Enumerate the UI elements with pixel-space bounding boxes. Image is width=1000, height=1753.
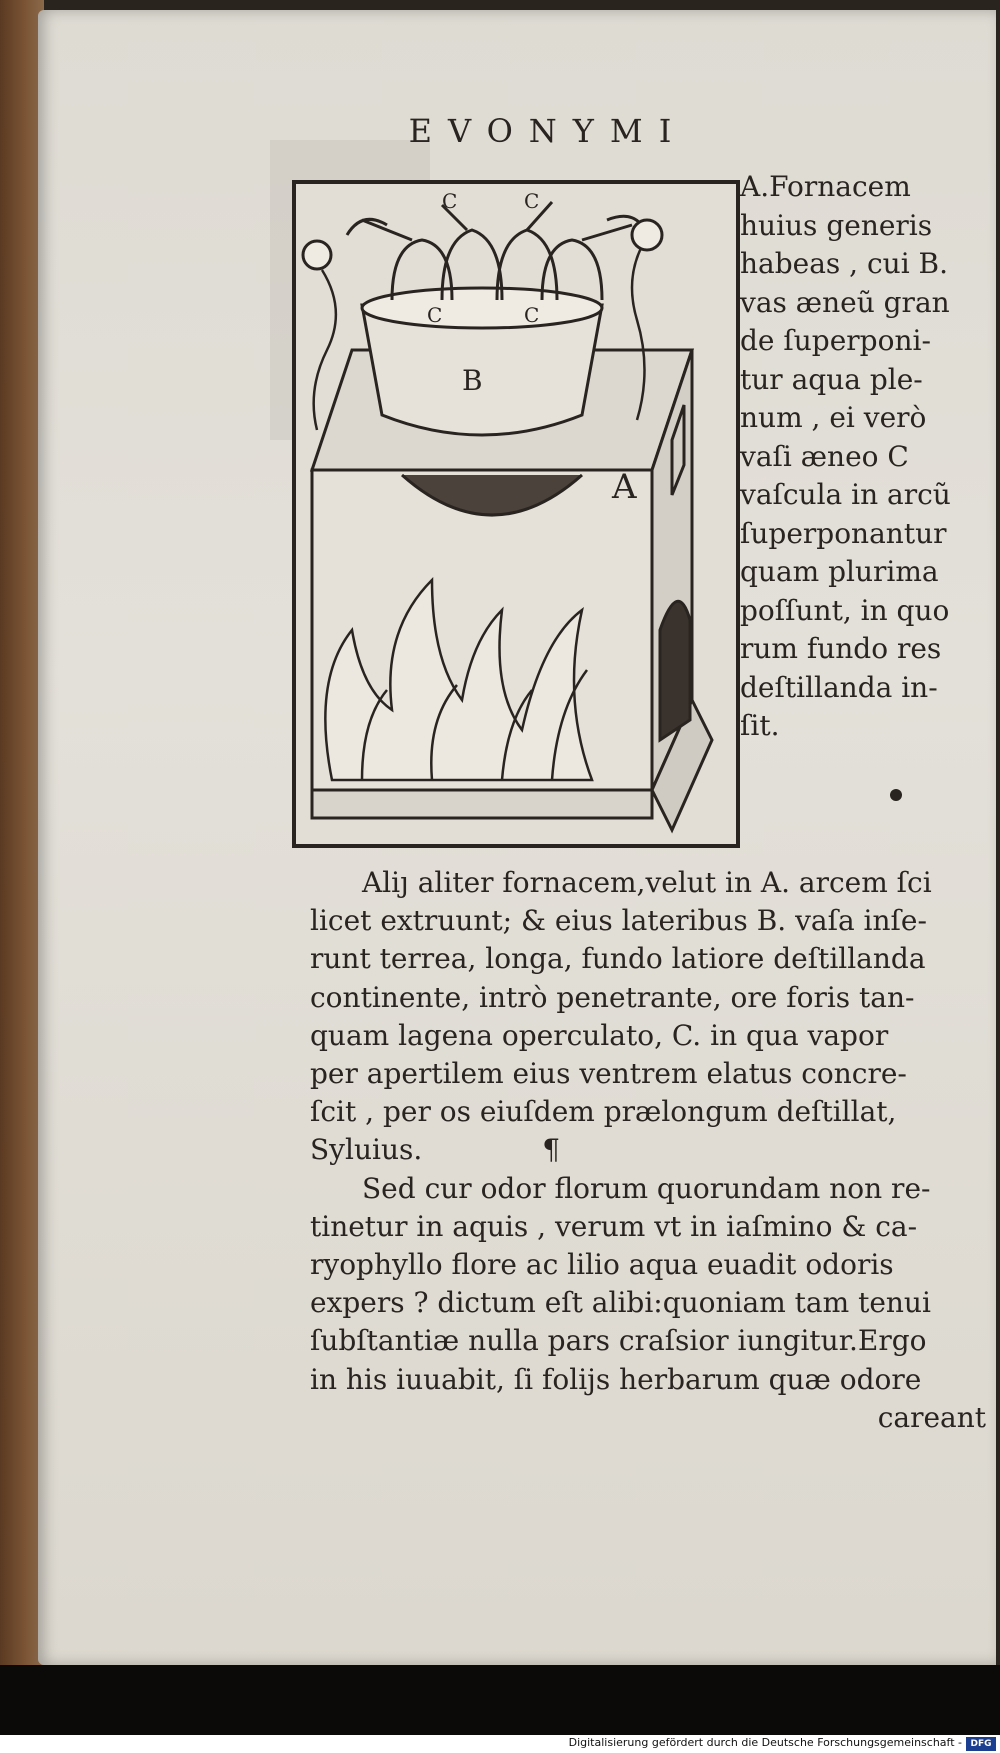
text-line: ſubſtantiæ nulla pars craſsior iungitur.Ergo <box>310 1324 927 1358</box>
text-line: ſit. <box>740 709 780 742</box>
text-line: num , ei verò <box>740 401 927 434</box>
text-line: ryophyllo flore ac lilio aqua euadit odoris <box>310 1248 894 1282</box>
text-line: tinetur in aquis , verum vt in iaſmino & ca- <box>310 1209 918 1243</box>
text-line: per apertilem eius ventrem elatus concre- <box>310 1057 907 1091</box>
text-line: ſcit , per os eiuſdem prælongum deſtillat, <box>310 1095 897 1129</box>
paragraph-mark: ¶ <box>542 1133 561 1167</box>
text-line: continente, intrò penetrante, ore foris tan- <box>310 980 915 1014</box>
text-segment: Syluius. <box>310 1133 423 1167</box>
figure-label-c: C <box>442 189 458 213</box>
text-line: huius generis <box>740 208 933 242</box>
text-line: expers ? dictum eſt alibi:quoniam tam tenui <box>310 1286 931 1320</box>
figure-label-a: A <box>612 467 637 507</box>
furnace-door <box>660 601 690 740</box>
text-line: in his iuuabit, ſi folijs herbarum quæ odore <box>310 1362 922 1396</box>
text-line: Aliȷ aliter fornacem,velut in A. arcem ſci <box>362 866 932 899</box>
text-line: ſuperponantur <box>740 516 947 550</box>
text-line: A.Fornacem <box>740 170 911 203</box>
text-line: vaſi æneo C <box>740 439 909 473</box>
figure-label-b: B <box>462 364 483 397</box>
digitization-credit: Digitalisierung gefördert durch die Deutsche Forschungsgemeinschaft - <box>568 1736 962 1749</box>
text-line: tur aqua ple- <box>740 362 923 396</box>
text-line: quam plurima <box>740 555 939 588</box>
text-line: vaſcula in arcũ <box>740 478 951 511</box>
ornament-dot <box>890 789 902 801</box>
woodcut-furnace-illustration <box>292 180 740 848</box>
running-head: EVONYMI <box>408 112 688 150</box>
text-line: Sed cur odor florum quorundam non re- <box>362 1171 931 1205</box>
text-line: runt terrea, longa, fundo latiore deſtillanda <box>310 942 926 976</box>
text-line-with-mark <box>310 1131 986 1169</box>
side-caption <box>740 168 955 746</box>
figure-label-c: C <box>524 303 540 327</box>
scan-bottom-edge <box>0 1665 1000 1735</box>
dfg-logo-badge: DFG <box>966 1737 996 1751</box>
text-line: poſſunt, in quo <box>740 593 950 627</box>
text-line: licet extruunt; & eius lateribus B. vaſa inſe- <box>310 904 927 938</box>
text-line: deſtillanda in- <box>740 670 938 704</box>
text-line: de ſuperponi- <box>740 324 931 357</box>
text-line: habeas , cui B. <box>740 247 949 280</box>
body-text <box>310 864 986 1437</box>
catchword: careant <box>877 1400 986 1434</box>
text-line: quam lagena operculato, C. in qua vapor <box>310 1018 889 1052</box>
figure-label-c: C <box>524 189 540 213</box>
text-line: rum fundo res <box>740 632 942 665</box>
text-line: vas æneũ gran <box>740 285 950 319</box>
figure-label-c: C <box>427 303 443 327</box>
